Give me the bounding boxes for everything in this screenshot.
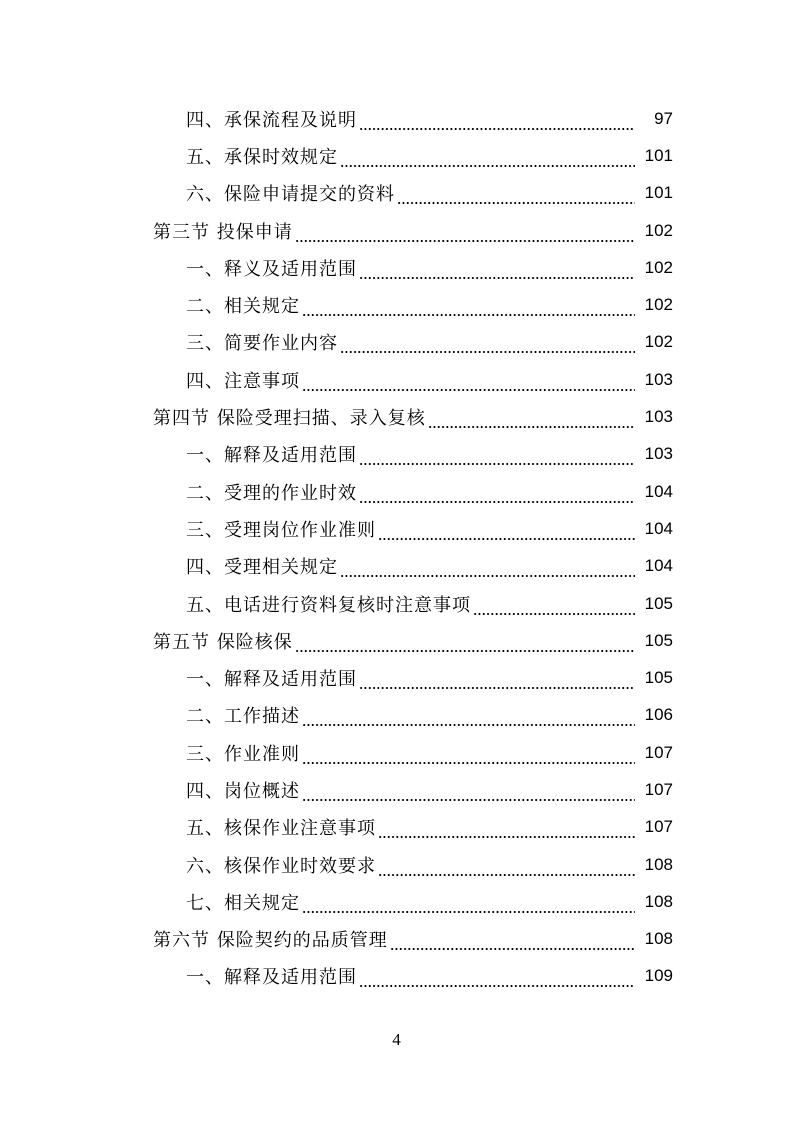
toc-entry-title: 二、受理的作业时效 [186,482,357,504]
toc-dot-leader [428,411,635,429]
toc-entry[interactable] [0,510,793,547]
toc-entry[interactable] [0,100,793,137]
toc-entry[interactable] [0,249,793,286]
toc-entry-title: 三、受理岗位作业准则 [186,519,376,541]
toc-entry[interactable] [0,883,793,920]
toc-dot-leader [302,784,635,802]
toc-entry[interactable] [0,436,793,473]
page-number: 4 [392,1030,401,1049]
toc-dot-leader [340,560,635,578]
toc-entry-page: 107 [644,779,673,799]
toc-dot-leader [295,225,635,243]
toc-entry[interactable] [0,809,793,846]
toc-entry-page: 105 [644,668,673,688]
toc-entry-title: 第五节 保险核保 [153,631,293,653]
toc-entry-title: 第四节 保险受理扫描、录入复核 [153,408,426,430]
toc-dot-leader [359,448,635,466]
toc-entry-page: 102 [644,257,673,277]
toc-entry-page: 107 [644,742,673,762]
toc-entry-title: 一、解释及适用范围 [186,967,357,989]
table-of-contents [0,100,793,995]
toc-dot-leader [302,896,635,914]
toc-dot-leader [359,486,635,504]
toc-entry[interactable] [0,958,793,995]
toc-entry-page: 103 [644,444,673,464]
toc-entry-title: 四、受理相关规定 [186,557,338,579]
toc-entry-page: 105 [644,630,673,650]
toc-entry-title: 五、电话进行资料复核时注意事项 [186,594,471,616]
toc-dot-leader [302,299,635,317]
toc-entry[interactable] [0,548,793,585]
toc-entry[interactable] [0,137,793,174]
toc-entry-title: 一、释义及适用范围 [186,258,357,280]
toc-dot-leader [359,970,635,988]
toc-entry-page: 102 [644,295,673,315]
toc-entry-page: 105 [644,593,673,613]
toc-entry-page: 106 [644,705,673,725]
toc-entry-page: 101 [644,145,673,165]
toc-entry-page: 102 [644,220,673,240]
toc-entry[interactable] [0,473,793,510]
toc-entry-title: 七、相关规定 [186,892,300,914]
toc-entry-page: 108 [644,854,673,874]
toc-entry-title: 第三节 投保申请 [153,221,293,243]
toc-dot-leader [295,635,635,653]
toc-entry-page: 108 [644,891,673,911]
toc-entry-title: 六、保险申请提交的资料 [186,184,395,206]
toc-entry-title: 五、核保作业注意事项 [186,818,376,840]
toc-entry-title: 二、工作描述 [186,706,300,728]
toc-entry-title: 二、相关规定 [186,296,300,318]
toc-entry-page: 104 [644,556,673,576]
toc-entry-title: 五、承保时效规定 [186,146,338,168]
toc-entry-title: 三、作业准则 [186,743,300,765]
toc-entry-page: 107 [644,817,673,837]
toc-entry[interactable] [0,361,793,398]
toc-dot-leader [302,747,635,765]
toc-entry-page: 104 [644,481,673,501]
toc-dot-leader [340,336,635,354]
toc-entry[interactable] [0,697,793,734]
toc-dot-leader [473,598,635,616]
toc-entry-title: 第六节 保险契约的品质管理 [153,930,388,952]
toc-entry-title: 三、简要作业内容 [186,333,338,355]
toc-entry[interactable] [0,175,793,212]
toc-dot-leader [359,672,635,690]
toc-entry-page: 102 [644,332,673,352]
toc-dot-leader [302,374,635,392]
toc-entry-page: 101 [644,183,673,203]
toc-entry[interactable] [0,585,793,622]
toc-dot-leader [390,933,635,951]
toc-dot-leader [302,709,635,727]
toc-section-entry[interactable] [0,622,793,659]
toc-entry[interactable] [0,771,793,808]
toc-entry[interactable] [0,659,793,696]
toc-entry-title: 一、解释及适用范围 [186,669,357,691]
toc-entry-page: 103 [644,407,673,427]
toc-entry-title: 一、解释及适用范围 [186,445,357,467]
toc-section-entry[interactable] [0,398,793,435]
toc-dot-leader [378,859,635,877]
toc-entry[interactable] [0,846,793,883]
toc-dot-leader [340,150,635,168]
toc-entry-page: 108 [644,929,673,949]
toc-dot-leader [359,113,635,131]
toc-entry-title: 四、岗位概述 [186,780,300,802]
toc-entry-title: 四、注意事项 [186,370,300,392]
toc-dot-leader [378,523,635,541]
toc-entry-page: 109 [644,966,673,986]
toc-section-entry[interactable] [0,921,793,958]
toc-entry[interactable] [0,734,793,771]
toc-dot-leader [378,821,635,839]
toc-entry[interactable] [0,286,793,323]
toc-dot-leader [359,262,635,280]
toc-section-entry[interactable] [0,212,793,249]
toc-entry[interactable] [0,324,793,361]
toc-entry-page: 103 [644,369,673,389]
toc-entry-page: 104 [644,518,673,538]
toc-dot-leader [397,187,635,205]
toc-entry-title: 四、承保流程及说明 [186,109,357,131]
toc-entry-title: 六、核保作业时效要求 [186,855,376,877]
toc-entry-page: 97 [654,108,673,128]
